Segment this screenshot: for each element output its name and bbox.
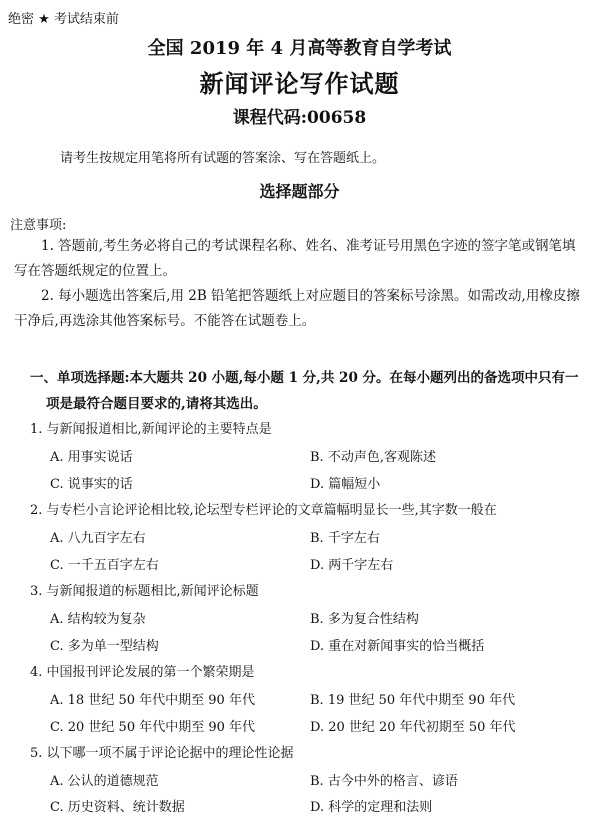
option-b: B. 不动声色,客观陈述	[310, 450, 436, 465]
option-b: B. 多为复合性结构	[310, 612, 419, 627]
option-d: D. 20 世纪 20 年代初期至 50 年代	[310, 720, 516, 735]
question-stem: 4. 中国报刊评论发展的第一个繁荣期是	[30, 665, 255, 680]
exam-title: 全国 2019 年 4 月高等教育自学考试	[147, 38, 452, 59]
option-c: C. 多为单一型结构	[50, 639, 159, 654]
option-a: A. 结构较为复杂	[50, 612, 146, 627]
option-b: B. 19 世纪 50 年代中期至 90 年代	[310, 693, 516, 708]
question-stem: 1. 与新闻报道相比,新闻评论的主要特点是	[30, 422, 272, 437]
course-code: 课程代码:00658	[232, 108, 367, 128]
option-d: D. 两千字左右	[310, 558, 394, 573]
option-a: A. 公认的道德规范	[50, 774, 159, 789]
note-item: 1. 答题前,考生务必将自己的考试课程名称、姓名、准考证号用黑色字迹的签字笔或钢笔填写在答题纸规定的位置上。	[14, 238, 576, 279]
confidential-mark: 绝密 ★ 考试结束前	[8, 12, 119, 27]
part-intro-continued: 项是最符合题目要求的,请将其选出。	[46, 396, 267, 412]
note-item: 2. 每小题选出答案后,用 2B 铅笔把答题纸上对应题目的答案标号涂黑。如需改动,用橡皮擦干净后,再选涂其他答案标号。不能答在试题卷上。	[14, 288, 580, 329]
option-d: D. 科学的定理和法则	[310, 800, 433, 815]
paper-subject-title: 新闻评论写作试题	[199, 69, 400, 98]
option-a: A. 18 世纪 50 年代中期至 90 年代	[50, 693, 255, 708]
option-a: A. 八九百字左右	[50, 531, 146, 546]
option-c: C. 说事实的话	[50, 477, 133, 492]
option-c: C. 20 世纪 50 年代中期至 90 年代	[50, 720, 256, 735]
notes-heading: 注意事项:	[10, 218, 67, 233]
option-b: B. 古今中外的格言、谚语	[310, 774, 458, 789]
option-c: C. 历史资料、统计数据	[50, 800, 185, 815]
question-stem: 2. 与专栏小言论评论相比较,论坛型专栏评论的文章篇幅明显长一些,其字数一般在	[30, 503, 497, 518]
answer-instruction: 请考生按规定用笔将所有试题的答案涂、写在答题纸上。	[60, 151, 386, 166]
option-b: B. 千字左右	[310, 531, 380, 546]
option-d: D. 篇幅短小	[310, 477, 381, 492]
option-d: D. 重在对新闻事实的恰当概括	[310, 639, 485, 654]
option-a: A. 用事实说话	[50, 450, 133, 465]
section-title: 选择题部分	[259, 182, 340, 201]
question-stem: 5. 以下哪一项不属于评论论据中的理论性论据	[30, 746, 294, 761]
option-c: C. 一千五百字左右	[50, 558, 159, 573]
question-stem: 3. 与新闻报道的标题相比,新闻评论标题	[30, 584, 259, 599]
part-intro: 一、单项选择题:本大题共 20 小题,每小题 1 分,共 20 分。在每小题列出的备选项中只有一	[30, 370, 579, 386]
